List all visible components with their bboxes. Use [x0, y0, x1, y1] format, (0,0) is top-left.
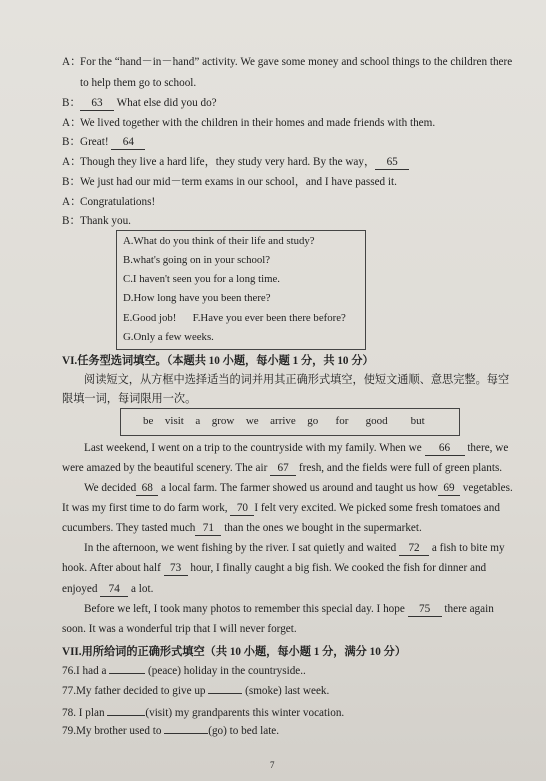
passage-line-3: We decided 68 a local farm. The farmer showed us around and taught us how 69 vegetables. [84, 482, 513, 494]
answer-blank-74[interactable]: 74 [100, 582, 128, 597]
answer-blank-67[interactable]: 67 [270, 461, 296, 476]
option-b: B.what's going on in your school? [123, 254, 271, 266]
answer-blank-64[interactable]: 64 [111, 135, 145, 150]
answer-blank-76[interactable] [109, 673, 145, 674]
word-bank-box [120, 408, 460, 436]
section-6-instruction: 阅读短文，从方框中选择适当的词并用其正确形式填空，使短文通顺、意思完整。每空 [84, 374, 510, 386]
section-6-heading: VI.任务型选词填空。（本题共 10 小题，每小题 1 分，共 10 分） [62, 355, 374, 367]
option-g: G.Only a few weeks. [123, 331, 214, 343]
passage-line-2: were amazed by the beautiful scenery. The air 67 fresh, and the fields were full of green plants. [62, 462, 503, 474]
answer-blank-71[interactable]: 71 [195, 521, 221, 536]
option-a: A.What do you think of their life and study? [123, 235, 315, 247]
dialogue-line-8: A：Congratulations! [62, 196, 156, 208]
answer-blank-77[interactable] [208, 693, 242, 694]
answer-blank-79[interactable] [164, 733, 208, 734]
question-77: 77.My father decided to give up (smoke) last week. [62, 685, 330, 697]
dialogue-line-9: B：Thank you. [62, 215, 131, 227]
options-box [116, 230, 366, 350]
dialogue-line-1: A：For the “hand－in－hand” activity. We gave some money and school things to the children there [62, 56, 513, 68]
answer-blank-72[interactable]: 72 [399, 541, 429, 556]
question-79: 79.My brother used to (go) to bed late. [62, 725, 280, 737]
option-e-f: E.Good job! F.Have you ever been there before? [123, 312, 346, 324]
answer-blank-78[interactable] [107, 715, 145, 716]
answer-blank-73[interactable]: 73 [164, 561, 188, 576]
passage-line-9: Before we left, I took many photos to remember this special day. I hope 75 there again [84, 603, 494, 615]
dialogue-line-7: B：We just had our mid－term exams in our school，and I have passed it. [62, 176, 397, 188]
section-7-heading: VII.用所给词的正确形式填空（共 10 小题，每小题 1 分，满分 10 分） [62, 646, 407, 658]
dialogue-line-5: B：Great! 64 [62, 135, 145, 150]
question-76: 76.I had a (peace) holiday in the countryside.. [62, 665, 306, 677]
passage-line-8: enjoyed 74 a lot. [62, 583, 154, 595]
dialogue-line-2: to help them go to school. [80, 77, 197, 89]
dialogue-line-4: A：We lived together with the children in their homes and made friends with them. [62, 117, 436, 129]
passage-line-1: Last weekend, I went on a trip to the countryside with my family. When we 66 there, we [84, 442, 509, 454]
passage-line-7: hook. After about half 73 hour, I finally caught a big fish. We cooked the fish for dinner and [62, 562, 487, 574]
section-6-instruction-2: 限填一词，每词限用一次。 [62, 393, 197, 405]
word-bank: be visit a grow we arrive go for good but [143, 415, 425, 427]
page-number: 7 [270, 760, 275, 770]
answer-blank-63[interactable]: 63 [80, 96, 114, 111]
option-c: C.I haven't seen you for a long time. [123, 273, 280, 285]
passage-line-10: soon. It was a wonderful trip that I will never forget. [62, 623, 297, 635]
answer-blank-70[interactable]: 70 [230, 501, 254, 516]
passage-line-5: cucumbers. They tasted much 71 than the ones we bought in the supermarket. [62, 522, 422, 534]
answer-blank-69[interactable]: 69 [438, 481, 460, 496]
dialogue-line-3: B： 63 What else did you do? [62, 97, 217, 109]
answer-blank-68[interactable]: 68 [136, 481, 158, 496]
question-78: 78. I plan (visit) my grandparents this winter vocation. [62, 707, 345, 719]
dialogue-line-6: A：Though they live a hard life，they study very hard. By the way， 65 [62, 155, 409, 170]
answer-blank-66[interactable]: 66 [425, 441, 465, 456]
answer-blank-75[interactable]: 75 [408, 602, 442, 617]
option-d: D.How long have you been there? [123, 292, 271, 304]
answer-blank-65[interactable]: 65 [375, 155, 409, 170]
passage-line-6: In the afternoon, we went fishing by the river. I sat quietly and waited 72 a fish to bite my [84, 542, 505, 554]
passage-line-4: It was my first time to do farm work, 70 I felt very excited. We picked some fresh tomatoes and [62, 502, 500, 514]
